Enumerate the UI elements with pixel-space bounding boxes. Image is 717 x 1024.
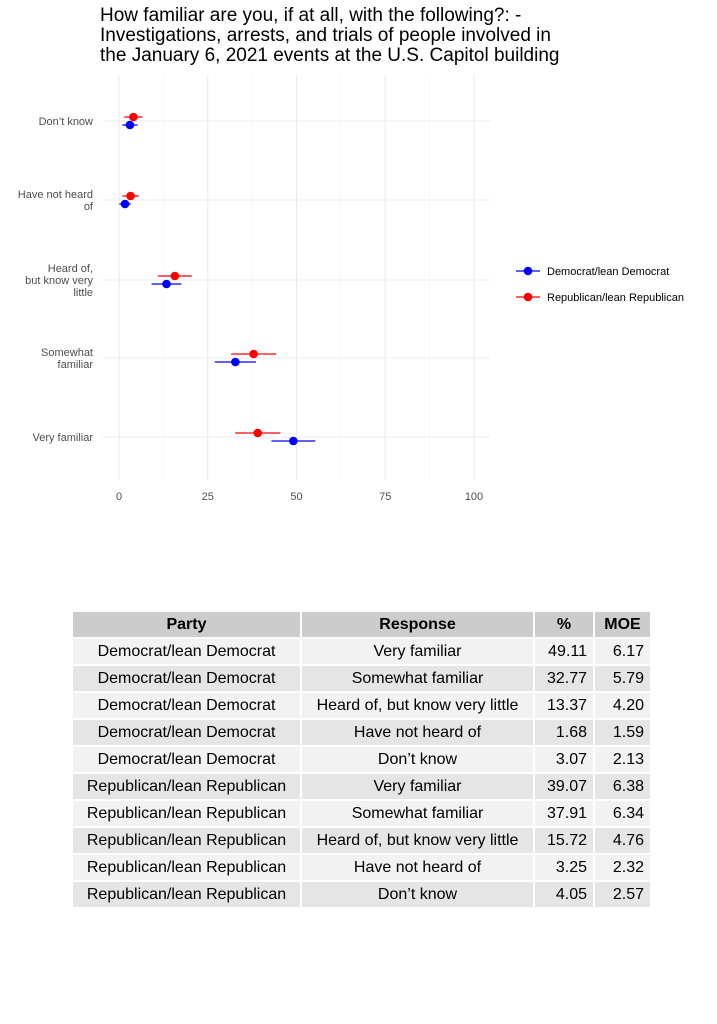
cell-moe: 6.17 bbox=[594, 638, 651, 665]
cell-party: Democrat/lean Democrat bbox=[72, 665, 301, 692]
header-percent: % bbox=[534, 611, 594, 638]
cell-response: Very familiar bbox=[301, 638, 534, 665]
table-body bbox=[72, 638, 651, 908]
table-row bbox=[72, 827, 651, 854]
data-point bbox=[129, 113, 138, 122]
data-point bbox=[289, 437, 298, 446]
x-axis-ticks bbox=[116, 491, 483, 503]
legend-label: Republican/lean Republican bbox=[547, 292, 684, 304]
data-point bbox=[231, 358, 240, 367]
cell-party: Republican/lean Republican bbox=[72, 881, 301, 908]
cell-party: Democrat/lean Democrat bbox=[72, 638, 301, 665]
cell-moe: 1.59 bbox=[594, 719, 651, 746]
y-tick-label: familiar bbox=[57, 359, 93, 371]
y-tick-label: Very familiar bbox=[32, 432, 93, 444]
legend-label: Democrat/lean Democrat bbox=[547, 266, 670, 278]
cell-percent: 13.37 bbox=[534, 692, 594, 719]
x-tick-label: 25 bbox=[201, 491, 214, 503]
table-row bbox=[72, 800, 651, 827]
cell-percent: 39.07 bbox=[534, 773, 594, 800]
cell-moe: 4.20 bbox=[594, 692, 651, 719]
data-point bbox=[171, 272, 180, 281]
cell-party: Republican/lean Republican bbox=[72, 800, 301, 827]
data-point bbox=[126, 192, 135, 201]
cell-party: Democrat/lean Democrat bbox=[72, 746, 301, 773]
chart-title-line: How familiar are you, if at all, with the following?: - bbox=[100, 5, 522, 26]
cell-response: Very familiar bbox=[301, 773, 534, 800]
cell-party: Republican/lean Republican bbox=[72, 854, 301, 881]
cell-moe: 4.76 bbox=[594, 827, 651, 854]
table-row bbox=[72, 773, 651, 800]
cell-percent: 4.05 bbox=[534, 881, 594, 908]
table-row bbox=[72, 692, 651, 719]
header-moe: MOE bbox=[594, 611, 651, 638]
table-row bbox=[72, 665, 651, 692]
cell-percent: 37.91 bbox=[534, 800, 594, 827]
cell-response: Don’t know bbox=[301, 746, 534, 773]
cell-response: Don’t know bbox=[301, 881, 534, 908]
y-tick-label: of bbox=[83, 201, 93, 213]
cell-percent: 32.77 bbox=[534, 665, 594, 692]
table-header-row bbox=[72, 611, 651, 638]
data-point bbox=[126, 121, 135, 130]
y-tick-label: Have not heard bbox=[17, 189, 93, 201]
data-point bbox=[249, 350, 258, 359]
x-tick-label: 75 bbox=[379, 491, 392, 503]
cell-percent: 15.72 bbox=[534, 827, 594, 854]
header-response: Response bbox=[301, 611, 534, 638]
cell-moe: 6.38 bbox=[594, 773, 651, 800]
cell-response: Have not heard of bbox=[301, 854, 534, 881]
cell-party: Democrat/lean Democrat bbox=[72, 692, 301, 719]
table-row bbox=[72, 719, 651, 746]
cell-moe: 6.34 bbox=[594, 800, 651, 827]
x-tick-label: 50 bbox=[290, 491, 303, 503]
y-tick-label: Somewhat bbox=[41, 347, 93, 359]
chart-title-line: Investigations, arrests, and trials of people involved in bbox=[100, 25, 551, 46]
data-table bbox=[71, 610, 652, 909]
table-row bbox=[72, 638, 651, 665]
data-marks bbox=[119, 113, 315, 446]
data-point bbox=[121, 200, 130, 209]
x-tick-label: 100 bbox=[464, 491, 484, 503]
cell-percent: 49.11 bbox=[534, 638, 594, 665]
y-tick-label: little bbox=[73, 287, 93, 299]
cell-party: Republican/lean Republican bbox=[72, 827, 301, 854]
x-tick-label: 0 bbox=[115, 491, 123, 503]
cell-response: Heard of, but know very little bbox=[301, 692, 534, 719]
cell-percent: 3.07 bbox=[534, 746, 594, 773]
legend bbox=[516, 266, 684, 304]
cell-response: Somewhat familiar bbox=[301, 800, 534, 827]
cell-party: Democrat/lean Democrat bbox=[72, 719, 301, 746]
cell-moe: 2.32 bbox=[594, 854, 651, 881]
legend-key-point bbox=[524, 267, 533, 276]
y-axis-labels bbox=[18, 116, 94, 444]
cell-percent: 3.25 bbox=[534, 854, 594, 881]
cell-moe: 2.57 bbox=[594, 881, 651, 908]
chart-title-line: the January 6, 2021 events at the U.S. Capitol building bbox=[100, 45, 560, 66]
cell-response: Heard of, but know very little bbox=[301, 827, 534, 854]
table-row bbox=[72, 746, 651, 773]
y-tick-label: Heard of, bbox=[47, 263, 93, 275]
cell-moe: 2.13 bbox=[594, 746, 651, 773]
cell-party: Republican/lean Republican bbox=[72, 773, 301, 800]
cell-response: Have not heard of bbox=[301, 719, 534, 746]
header-party: Party bbox=[72, 611, 301, 638]
cell-response: Somewhat familiar bbox=[301, 665, 534, 692]
cell-percent: 1.68 bbox=[534, 719, 594, 746]
legend-key-point bbox=[524, 293, 533, 302]
y-tick-label: but know very bbox=[25, 275, 93, 287]
data-point bbox=[162, 280, 171, 289]
grid-lines bbox=[103, 75, 490, 480]
data-point bbox=[253, 429, 262, 438]
table-row bbox=[72, 881, 651, 908]
cell-moe: 5.79 bbox=[594, 665, 651, 692]
table-row bbox=[72, 854, 651, 881]
y-tick-label: Don’t know bbox=[38, 116, 93, 128]
